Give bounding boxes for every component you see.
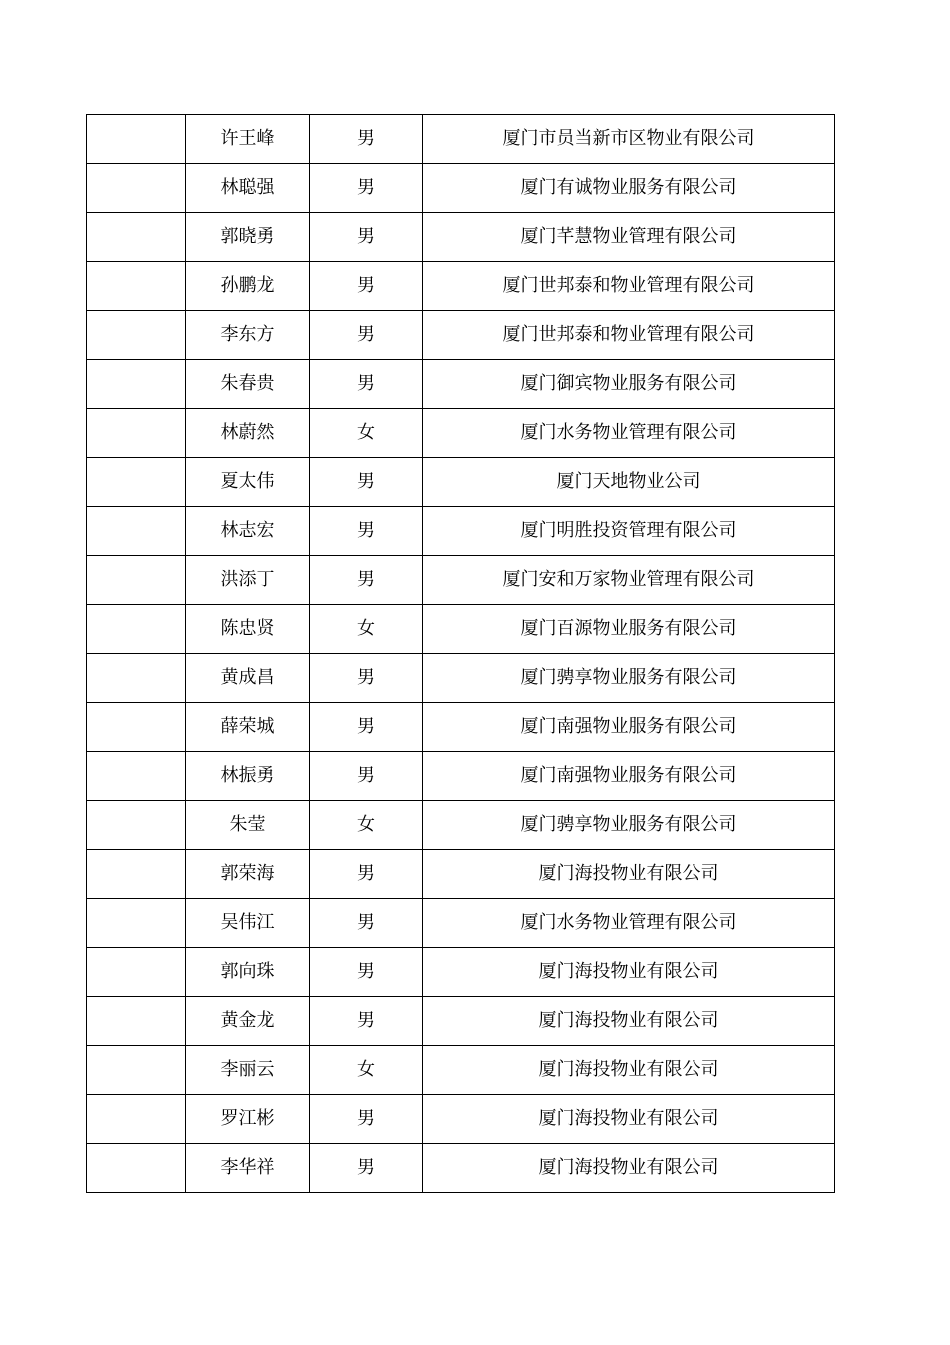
company-cell: 厦门海投物业有限公司: [423, 997, 835, 1046]
index-cell: [87, 262, 186, 311]
name-cell: 李东方: [186, 311, 310, 360]
name-cell: 李丽云: [186, 1046, 310, 1095]
name-cell: 吴伟江: [186, 899, 310, 948]
company-cell: 厦门海投物业有限公司: [423, 1095, 835, 1144]
table-row: [87, 311, 835, 360]
table-row: [87, 262, 835, 311]
company-cell: 厦门海投物业有限公司: [423, 948, 835, 997]
gender-cell: 男: [310, 213, 423, 262]
name-cell: 洪添丁: [186, 556, 310, 605]
gender-cell: 女: [310, 1046, 423, 1095]
company-cell: 厦门市员当新市区物业有限公司: [423, 115, 835, 164]
gender-cell: 女: [310, 801, 423, 850]
name-cell: 黄成昌: [186, 654, 310, 703]
table-row: [87, 801, 835, 850]
gender-cell: 男: [310, 458, 423, 507]
index-cell: [87, 409, 186, 458]
name-cell: 林志宏: [186, 507, 310, 556]
company-cell: 厦门海投物业有限公司: [423, 1046, 835, 1095]
company-cell: 厦门骋享物业服务有限公司: [423, 654, 835, 703]
table-row: [87, 213, 835, 262]
name-cell: 许王峰: [186, 115, 310, 164]
name-cell: 李华祥: [186, 1144, 310, 1193]
table-row: [87, 1046, 835, 1095]
index-cell: [87, 801, 186, 850]
gender-cell: 男: [310, 311, 423, 360]
index-cell: [87, 752, 186, 801]
company-cell: 厦门世邦泰和物业管理有限公司: [423, 262, 835, 311]
index-cell: [87, 703, 186, 752]
name-cell: 林蔚然: [186, 409, 310, 458]
gender-cell: 男: [310, 115, 423, 164]
gender-cell: 男: [310, 164, 423, 213]
gender-cell: 男: [310, 948, 423, 997]
table-row: [87, 899, 835, 948]
roster-table-body: [87, 115, 835, 1193]
gender-cell: 男: [310, 654, 423, 703]
gender-cell: 男: [310, 1095, 423, 1144]
name-cell: 朱莹: [186, 801, 310, 850]
table-row: [87, 458, 835, 507]
name-cell: 罗江彬: [186, 1095, 310, 1144]
company-cell: 厦门百源物业服务有限公司: [423, 605, 835, 654]
table-row: [87, 1144, 835, 1193]
name-cell: 林振勇: [186, 752, 310, 801]
name-cell: 郭向珠: [186, 948, 310, 997]
gender-cell: 男: [310, 507, 423, 556]
index-cell: [87, 899, 186, 948]
company-cell: 厦门骋享物业服务有限公司: [423, 801, 835, 850]
roster-table: [86, 114, 835, 1193]
company-cell: 厦门御宾物业服务有限公司: [423, 360, 835, 409]
index-cell: [87, 164, 186, 213]
table-row: [87, 164, 835, 213]
company-cell: 厦门明胜投资管理有限公司: [423, 507, 835, 556]
index-cell: [87, 115, 186, 164]
table-row: [87, 850, 835, 899]
name-cell: 朱春贵: [186, 360, 310, 409]
company-cell: 厦门芊慧物业管理有限公司: [423, 213, 835, 262]
company-cell: 厦门有诚物业服务有限公司: [423, 164, 835, 213]
table-row: [87, 360, 835, 409]
name-cell: 夏太伟: [186, 458, 310, 507]
company-cell: 厦门南强物业服务有限公司: [423, 752, 835, 801]
index-cell: [87, 213, 186, 262]
gender-cell: 男: [310, 556, 423, 605]
company-cell: 厦门安和万家物业管理有限公司: [423, 556, 835, 605]
gender-cell: 男: [310, 1144, 423, 1193]
company-cell: 厦门南强物业服务有限公司: [423, 703, 835, 752]
name-cell: 陈忠贤: [186, 605, 310, 654]
table-row: [87, 997, 835, 1046]
gender-cell: 女: [310, 409, 423, 458]
name-cell: 郭晓勇: [186, 213, 310, 262]
index-cell: [87, 850, 186, 899]
gender-cell: 男: [310, 752, 423, 801]
table-row: [87, 948, 835, 997]
table-row: [87, 556, 835, 605]
index-cell: [87, 458, 186, 507]
gender-cell: 男: [310, 899, 423, 948]
table-row: [87, 507, 835, 556]
company-cell: 厦门海投物业有限公司: [423, 1144, 835, 1193]
company-cell: 厦门水务物业管理有限公司: [423, 899, 835, 948]
name-cell: 郭荣海: [186, 850, 310, 899]
table-row: [87, 752, 835, 801]
index-cell: [87, 1144, 186, 1193]
gender-cell: 男: [310, 850, 423, 899]
index-cell: [87, 997, 186, 1046]
gender-cell: 男: [310, 262, 423, 311]
company-cell: 厦门水务物业管理有限公司: [423, 409, 835, 458]
table-row: [87, 654, 835, 703]
name-cell: 黄金龙: [186, 997, 310, 1046]
index-cell: [87, 1095, 186, 1144]
index-cell: [87, 311, 186, 360]
name-cell: 孙鹏龙: [186, 262, 310, 311]
index-cell: [87, 605, 186, 654]
company-cell: 厦门海投物业有限公司: [423, 850, 835, 899]
gender-cell: 男: [310, 997, 423, 1046]
name-cell: 薛荣城: [186, 703, 310, 752]
index-cell: [87, 1046, 186, 1095]
company-cell: 厦门世邦泰和物业管理有限公司: [423, 311, 835, 360]
table-row: [87, 409, 835, 458]
index-cell: [87, 556, 186, 605]
index-cell: [87, 948, 186, 997]
gender-cell: 男: [310, 360, 423, 409]
name-cell: 林聪强: [186, 164, 310, 213]
index-cell: [87, 360, 186, 409]
table-row: [87, 115, 835, 164]
gender-cell: 女: [310, 605, 423, 654]
table-row: [87, 605, 835, 654]
gender-cell: 男: [310, 703, 423, 752]
index-cell: [87, 507, 186, 556]
table-row: [87, 1095, 835, 1144]
index-cell: [87, 654, 186, 703]
roster-sheet: [86, 114, 834, 1193]
table-row: [87, 703, 835, 752]
company-cell: 厦门天地物业公司: [423, 458, 835, 507]
